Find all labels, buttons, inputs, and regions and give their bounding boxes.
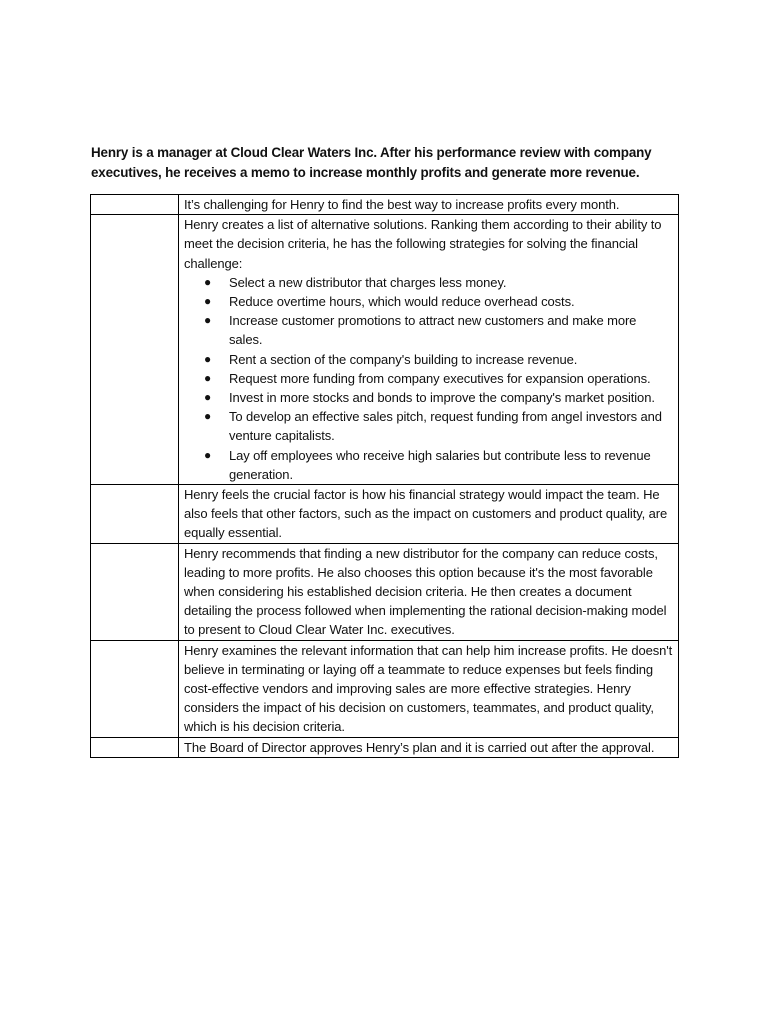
row-text-cell xyxy=(179,737,679,757)
strategy-list xyxy=(184,273,673,484)
row-text: The Board of Director approves Henry’s plan and it is carried out after the approval. xyxy=(184,739,655,755)
list-item-text: Rent a section of the company's building to increase revenue. xyxy=(229,351,578,367)
list-item xyxy=(204,388,673,407)
row-text-cell xyxy=(179,640,679,737)
bullet-icon: ● xyxy=(204,351,212,366)
row-text: It’s challenging for Henry to find the best way to increase profits every month. xyxy=(184,197,620,212)
list-item xyxy=(204,292,673,311)
list-item-text: Reduce overtime hours, which would reduce overhead costs. xyxy=(229,294,575,310)
steps-table xyxy=(90,194,679,758)
row-text-cell xyxy=(179,215,679,485)
row-label-cell xyxy=(91,485,179,544)
row-label-cell xyxy=(91,195,179,215)
table-row xyxy=(91,640,679,737)
row-text-cell xyxy=(179,195,679,215)
list-item xyxy=(204,311,673,349)
table-row xyxy=(91,215,679,485)
bullet-icon: ● xyxy=(204,409,212,424)
table-row xyxy=(91,543,679,640)
intro-paragraph: Henry is a manager at Cloud Clear Waters Inc. After his performance review with company executives, he receives a memo to increase monthly profits and generate more revenue. xyxy=(91,145,652,180)
row-text: Henry examines the relevant information that can help him increase profits. He doesn't believe in terminating or laying off a teammate to reduce expenses but feels finding cost-effective vendors and improving sales are more effective strategies. Henry considers the impact of his decision on customers, teammates, and product quality, which is his decision criteria. xyxy=(184,642,673,735)
row-text: Henry recommends that finding a new distributor for the company can reduce costs, leading to more profits. He also chooses this option because it's the most favorable when considering his established decision criteria. He then creates a document detailing the process followed when implementing the rational decision-making model to present to Cloud Clear Water Inc. executives. xyxy=(184,545,667,638)
row-text-cell xyxy=(179,543,679,640)
bullet-icon: ● xyxy=(204,313,212,328)
list-item xyxy=(204,446,673,484)
list-item xyxy=(204,273,673,292)
row-label-cell xyxy=(91,543,179,640)
list-item-text: To develop an effective sales pitch, request funding from angel investors and venture capitalists. xyxy=(229,409,662,444)
row-label-cell xyxy=(91,737,179,757)
row-label-cell xyxy=(91,215,179,485)
list-item-text: Increase customer promotions to attract new customers and make more sales. xyxy=(229,313,637,348)
list-item xyxy=(204,407,673,445)
row-text-cell xyxy=(179,485,679,544)
list-item-text: Select a new distributor that charges less money. xyxy=(229,274,507,290)
table-row xyxy=(91,195,679,215)
table-row xyxy=(91,737,679,757)
list-item-text: Invest in more stocks and bonds to improve the company's market position. xyxy=(229,390,655,406)
table-row xyxy=(91,485,679,544)
list-item xyxy=(204,369,673,388)
row-text: Henry creates a list of alternative solutions. Ranking them according to their ability to meet the decision criteria, he has the following strategies for solving the financial challenge: xyxy=(184,217,662,271)
bullet-icon: ● xyxy=(204,447,212,462)
bullet-icon: ● xyxy=(204,370,212,385)
row-text: Henry feels the crucial factor is how his financial strategy would impact the team. He also feels that other factors, such as the impact on customers and product quality, are equally essential. xyxy=(184,487,668,541)
bullet-icon: ● xyxy=(204,294,212,309)
list-item xyxy=(204,350,673,369)
bullet-icon: ● xyxy=(204,390,212,405)
bullet-icon: ● xyxy=(204,274,212,289)
list-item-text: Request more funding from company executives for expansion operations. xyxy=(229,370,651,386)
list-item-text: Lay off employees who receive high salaries but contribute less to revenue generation. xyxy=(229,447,651,482)
row-label-cell xyxy=(91,640,179,737)
